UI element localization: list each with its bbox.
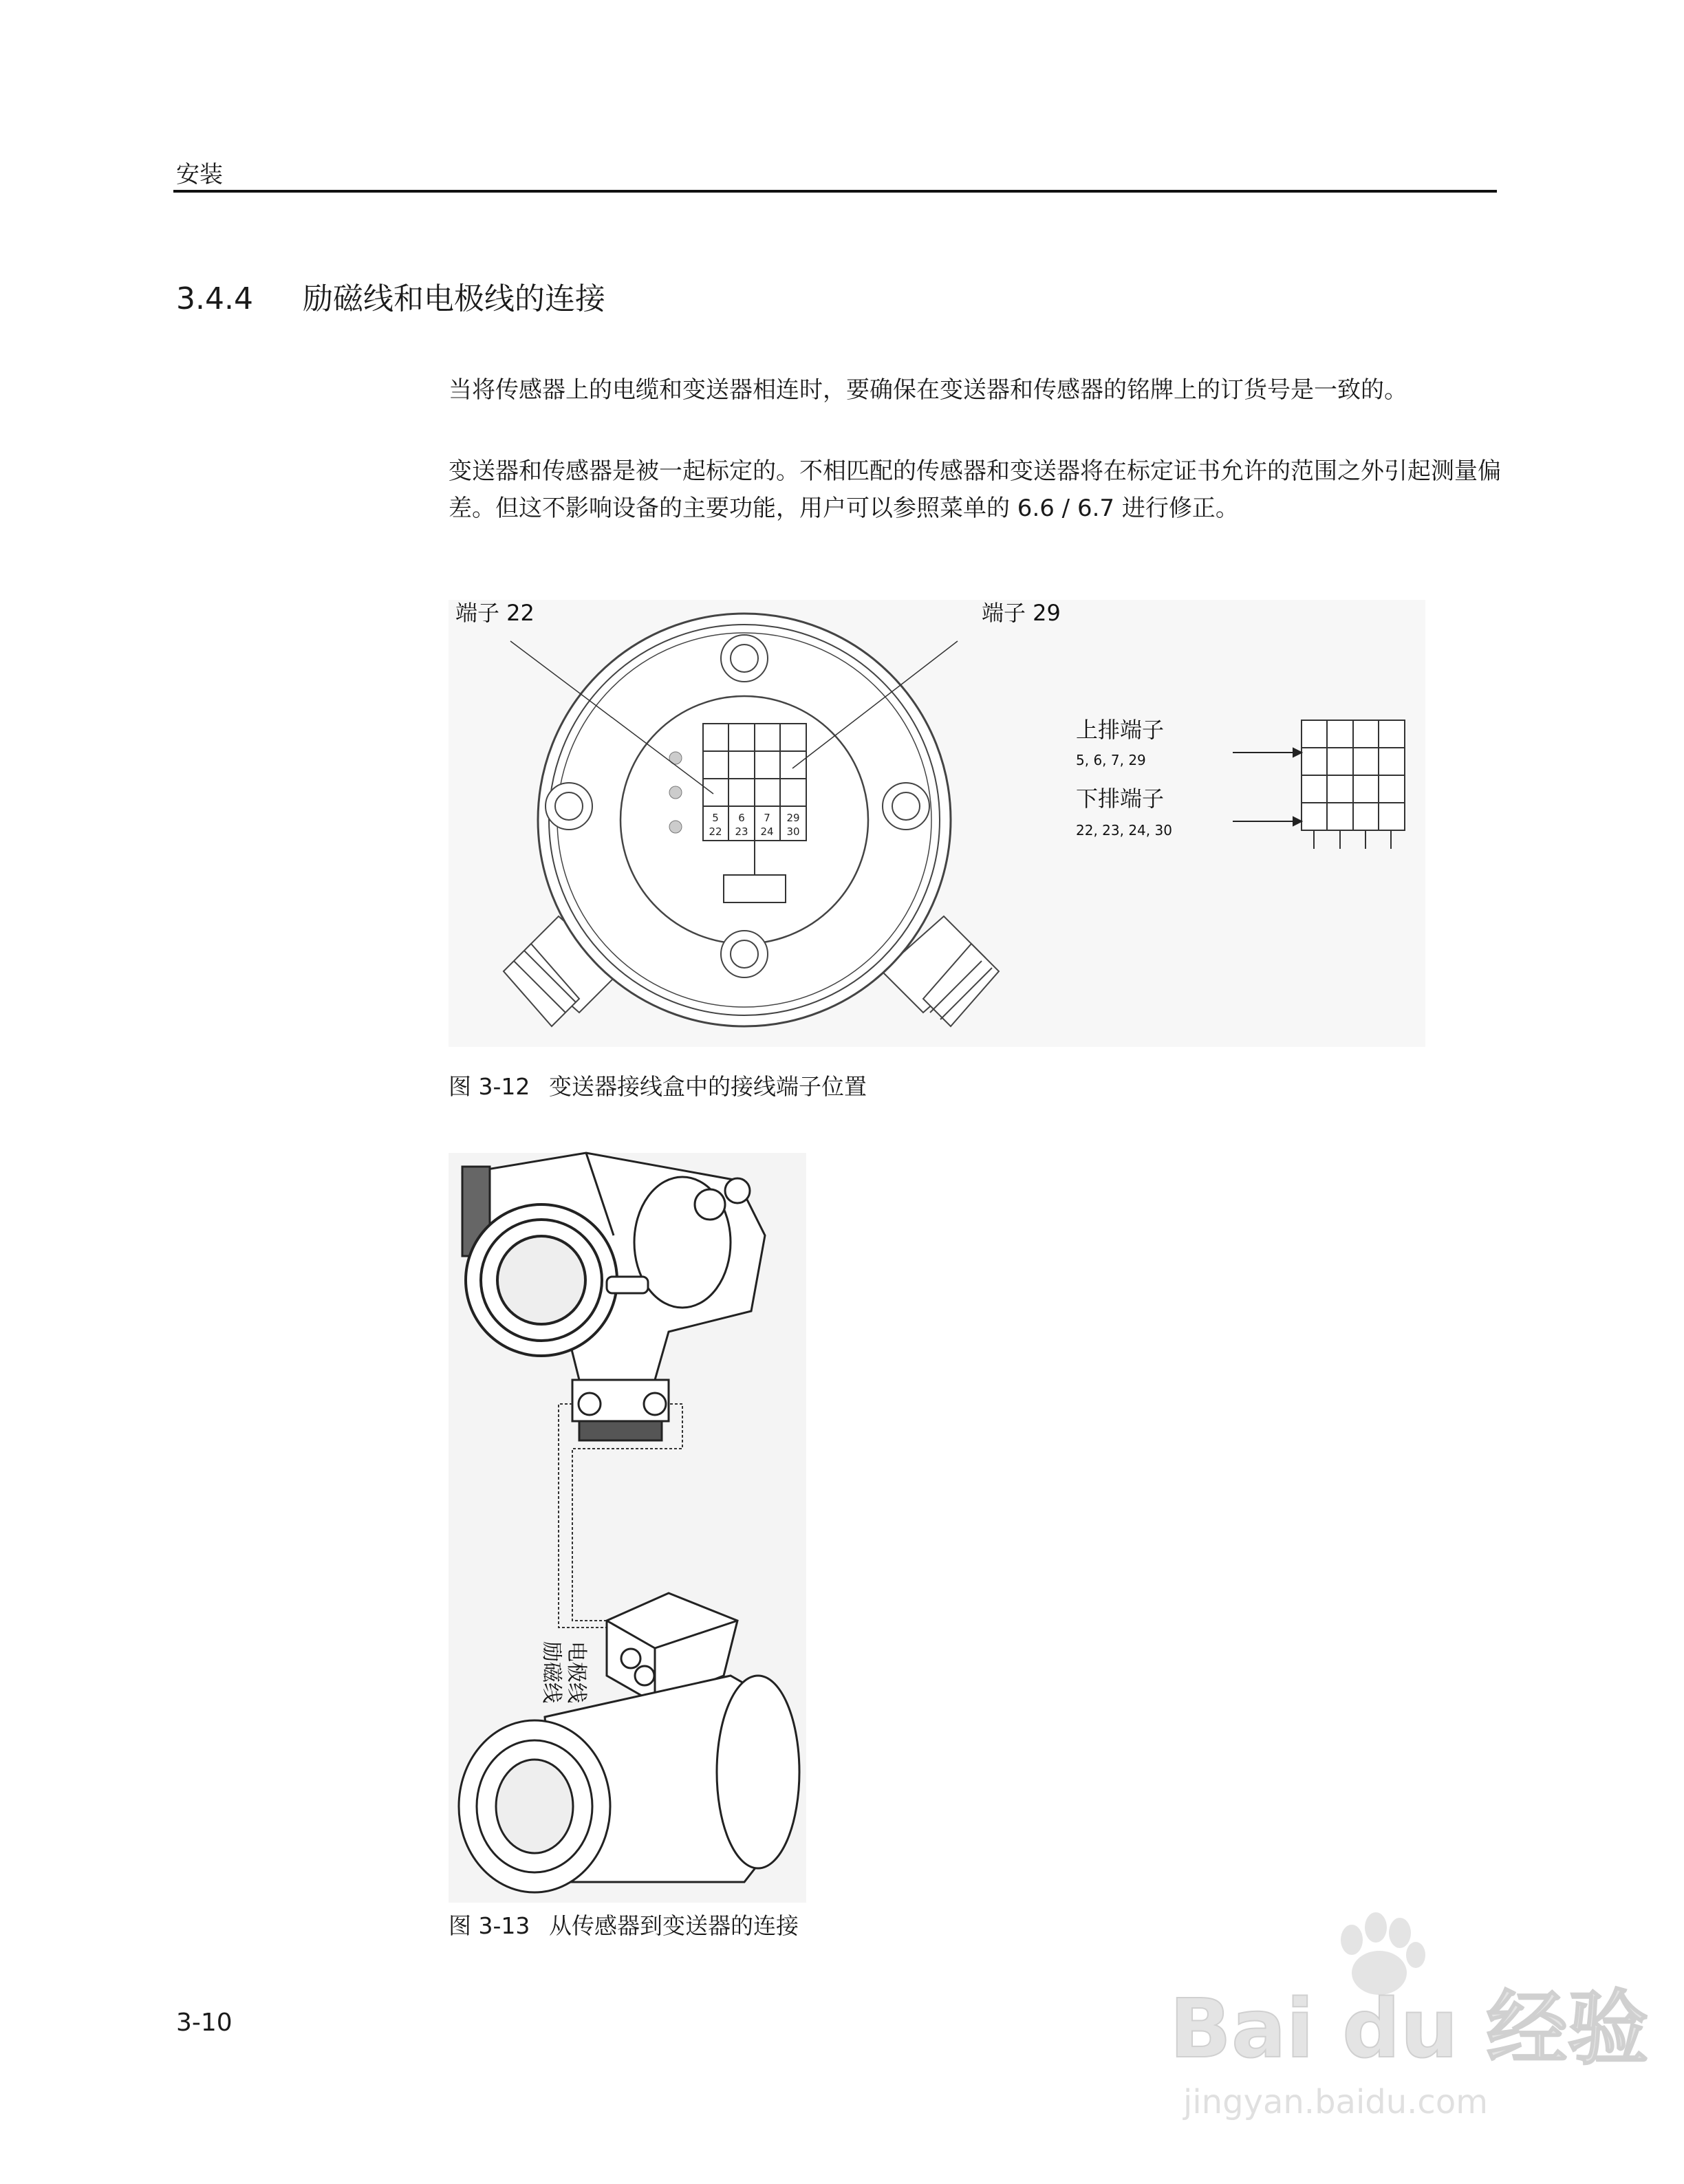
watermark-brand: Bai du 经验 <box>1169 1981 1649 2076</box>
running-header: 安装 <box>176 161 223 188</box>
lower-row-numbers: 22, 23, 24, 30 <box>1076 822 1172 839</box>
baidu-watermark <box>1156 1899 1649 2126</box>
figure-terminal-box <box>449 600 1425 1047</box>
terminal-label: 29 <box>786 812 800 824</box>
terminal-label: 7 <box>764 812 770 824</box>
lower-row-label: 下排端子 <box>1076 786 1165 812</box>
section-heading <box>176 274 605 318</box>
upper-row-label: 上排端子 <box>1076 717 1165 743</box>
upper-row-numbers: 5, 6, 7, 29 <box>1076 752 1146 768</box>
transmitter-display-cover <box>466 1204 617 1356</box>
terminal-side-view <box>1302 720 1405 849</box>
page-number: 3-10 <box>176 2009 233 2037</box>
terminal-label: 5 <box>712 812 719 824</box>
figure-1-number: 图 3-12 <box>449 1073 530 1100</box>
figure-2-number: 图 3-13 <box>449 1912 530 1939</box>
section-number: 3.4.4 <box>176 281 253 316</box>
header-rule <box>173 190 1497 193</box>
label-excitation-cable: 励磁线 <box>539 1641 563 1703</box>
section-title-text: 励磁线和电极线的连接 <box>303 281 605 316</box>
terminal-label: 23 <box>735 825 748 838</box>
watermark-url: jingyan.baidu.com <box>1183 2083 1488 2121</box>
transmitter-neck <box>572 1380 669 1440</box>
figure-2-caption-text: 从传感器到变送器的连接 <box>549 1912 799 1939</box>
terminal-label: 24 <box>760 825 774 838</box>
figure-1-caption-text: 变送器接线盒中的接线端子位置 <box>549 1073 867 1100</box>
terminal-label: 6 <box>738 812 745 824</box>
label-electrode-cable: 电极线 <box>564 1641 588 1703</box>
paragraph-1: 当将传感器上的电缆和变送器相连时，要确保在变送器和传感器的铭牌上的订货号是一致的。 <box>449 376 1407 404</box>
label-terminal-22: 端子 22 <box>455 600 535 626</box>
figure-2-caption <box>449 1908 799 1940</box>
paragraph-2: 变送器和传感器是被一起标定的。不相匹配的传感器和变送器将在标定证书允许的范围之外引起测量偏差。但这不影响设备的主要功能，用户可以参照菜单的 6.6 / 6.7 进行修正。 <box>449 457 1501 522</box>
terminal-label: 30 <box>786 825 800 838</box>
terminal-label: 22 <box>709 825 722 838</box>
figure-sensor-transmitter-connection <box>449 1153 806 1903</box>
figure-1-caption <box>449 1069 867 1101</box>
label-terminal-29: 端子 29 <box>982 600 1061 626</box>
